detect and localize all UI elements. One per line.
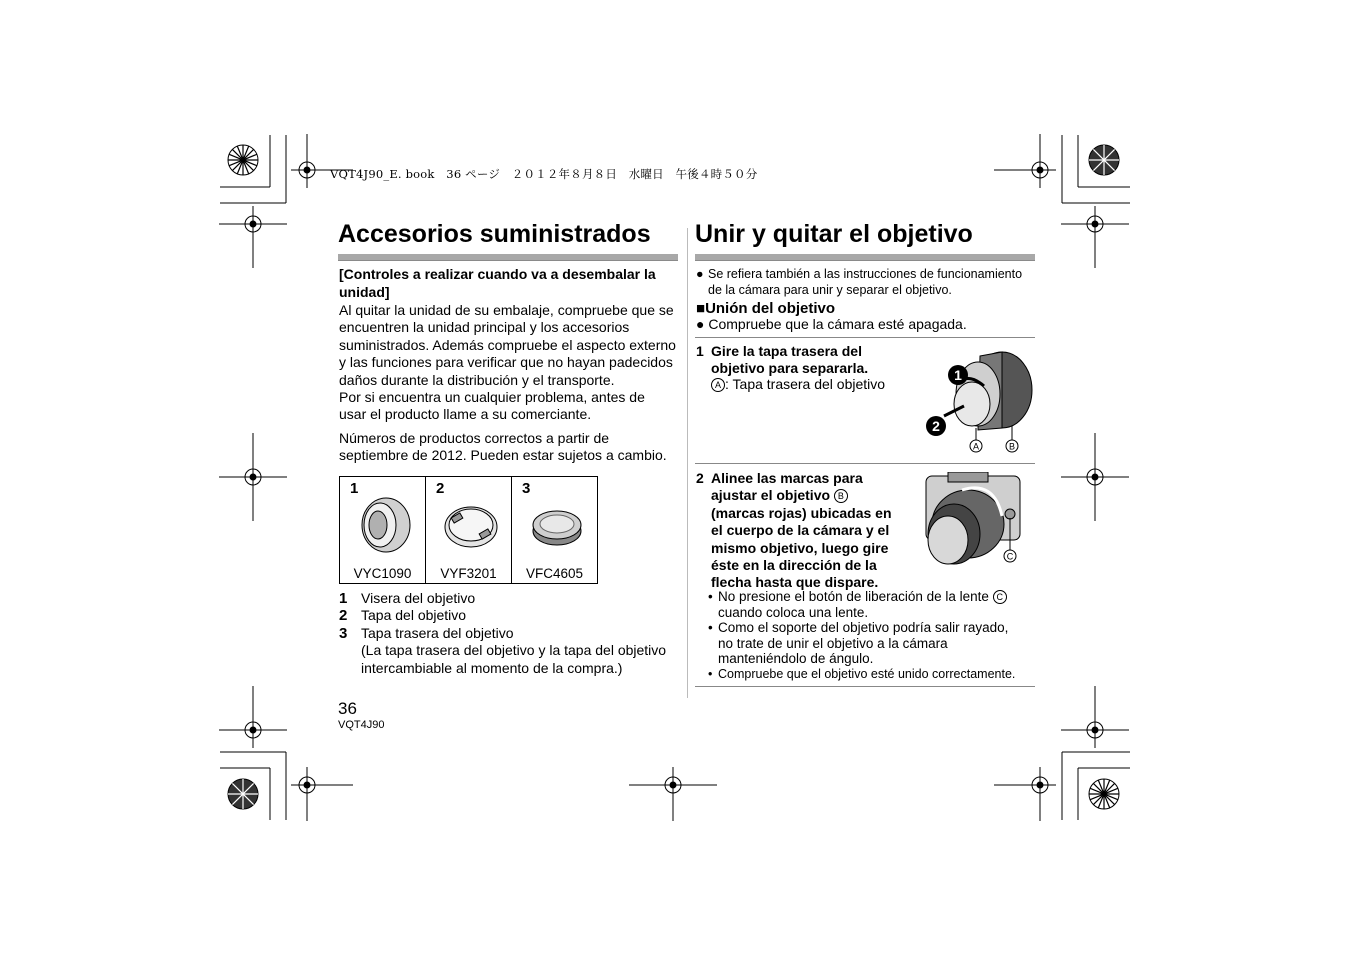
lens-rear-cap-icon [526,495,588,557]
product-number-note: Números de productos correctos a partir de septiembre de 2012. Pueden estar sujetos a cambio. [339,430,667,464]
product-cell-3: 3 VFC4605 [512,477,598,584]
svg-text:1: 1 [954,367,962,383]
step-badge-1 [948,365,968,385]
step1-lens-illustration [920,344,1038,456]
subhead-line1: [Controles a realizar cuando va a desembalar la [339,266,656,282]
product-cell-2: 2 VYF3201 [426,477,512,584]
svg-text:2: 2 [932,418,940,434]
step-badge-2 [926,416,946,436]
accessories-legend: 1 Visera del objetivo 2 Tapa del objetivo 3 Tapa trasera del objetivo (La tapa trasera del objetivo y la tapa del objetivo intercambiable al momento de la compra.) [339,590,667,676]
section-heading: ■Unión del objetivo [696,300,836,317]
print-header: VQT4J90_E. book 36 ページ ２０１２年８月８日 水曜日 午後４時５０分 [330,167,758,181]
divider-1 [695,337,1035,338]
divider-2 [695,463,1035,464]
left-title: Accesorios suministrados [338,220,651,248]
step1-text: 1 Gire la tapa trasera del objetivo para separarla. [696,343,869,377]
model-code: VQT4J90 [338,719,385,731]
section-note: ● Compruebe que la cámara esté apagada. [696,316,967,332]
step2-notes: • No presione el botón de liberación de la lente C cuando coloca una lente. • Como el soporte del objetivo podría salir rayado, no trate de unir el objetivo a la cámara manteniéndolo de ángulo. • Compruebe que el objetivo esté unido correctamente. [708,589,1016,681]
lens-cap-icon [440,495,502,557]
column-divider [687,228,688,698]
svg-text:B: B [1008,441,1016,452]
svg-text:A: A [972,441,980,452]
intro-note: ● Se refiera también a las instrucciones de funcionamiento de la cámara para unir y separar el objetivo. [696,267,1023,297]
svg-text:C: C [1006,551,1014,562]
product-cell-1: 1 VYC1090 [340,477,426,584]
right-title: Unir y quitar el objetivo [695,220,973,248]
step2-text: 2 Alinee las marcas para ajustar el objetivo B (marcas rojas) ubicadas en el cuerpo de la cámara y el mismo objetivo, luego gire éste en la dirección de la flecha hasta que dispare. [696,470,892,591]
right-title-rule [695,254,1035,261]
unpack-paragraph: Al quitar la unidad de su embalaje, compruebe que se encuentren la unidad principal y los accesorios suministrados. Además compruebe el aspecto externo y las funciones para verificar que no hayan padecidos daños durante la distribución y el transporte. Por si encuentra un cualquier problema, antes de usar el producto llame a su comerciante. [339,302,676,423]
accessories-table [339,476,598,584]
step2-camera-illustration [922,472,1026,570]
left-title-rule [338,254,678,261]
step1-label: A : Tapa trasera del objetivo [711,376,885,393]
square-bullet-icon: ■ [696,300,706,317]
lens-hood-icon [354,495,416,557]
page-number: 36 [338,699,357,718]
subhead-line2: unidad] [339,284,390,300]
divider-3 [695,686,1035,687]
